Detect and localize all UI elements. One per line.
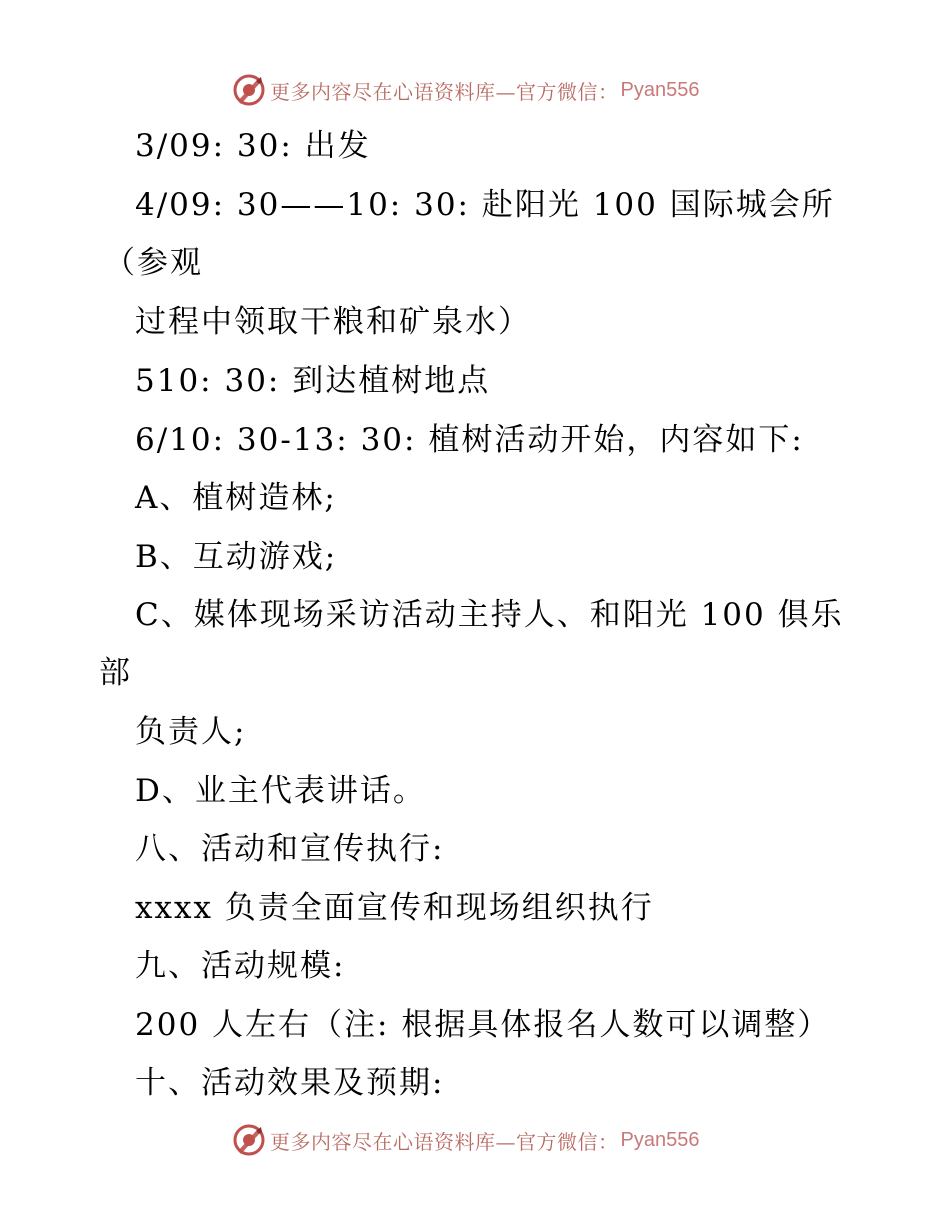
pen-logo-icon [232,1123,266,1157]
text-line-4: 过程中领取干粮和矿泉水） [135,304,531,340]
text-line-2: 4/09: 30——10: 30: 赴阳光 100 国际城会所 [135,187,835,223]
header-watermark-text: 更多内容尽在心语资料库—官方微信： [270,79,619,104]
text-line-15: 九、活动规模: [135,948,346,984]
text-line-10: 部 [99,655,132,691]
text-line-9: C、媒体现场采访活动主持人、和阳光 100 俱乐 [135,597,844,633]
text-line-7: A、植树造林; [135,480,337,516]
text-line-3: （参观 [104,245,203,281]
text-line-17: 十、活动效果及预期: [135,1065,445,1101]
footer-watermark-wechat-id: Pyan556 [620,1128,700,1151]
text-line-5: 510: 30: 到达植树地点 [135,363,491,399]
text-line-16: 200 人左右（注: 根据具体报名人数可以调整） [135,1007,831,1043]
text-line-14: xxxx 负责全面宣传和现场组织执行 [135,890,654,926]
text-line-11: 负责人; [135,714,247,750]
footer-watermark-banner [232,1122,712,1158]
text-line-6: 6/10: 30-13: 30: 植树活动开始，内容如下: [135,422,804,458]
text-line-8: B、互动游戏; [135,539,338,575]
text-line-13: 八、活动和宣传执行: [135,831,445,867]
header-watermark-wechat-id: Pyan556 [620,78,700,101]
footer-watermark-text: 更多内容尽在心语资料库—官方微信： [270,1129,619,1154]
text-line-1: 3/09: 30: 出发 [135,128,371,164]
text-line-12: D、业主代表讲话。 [135,773,426,809]
